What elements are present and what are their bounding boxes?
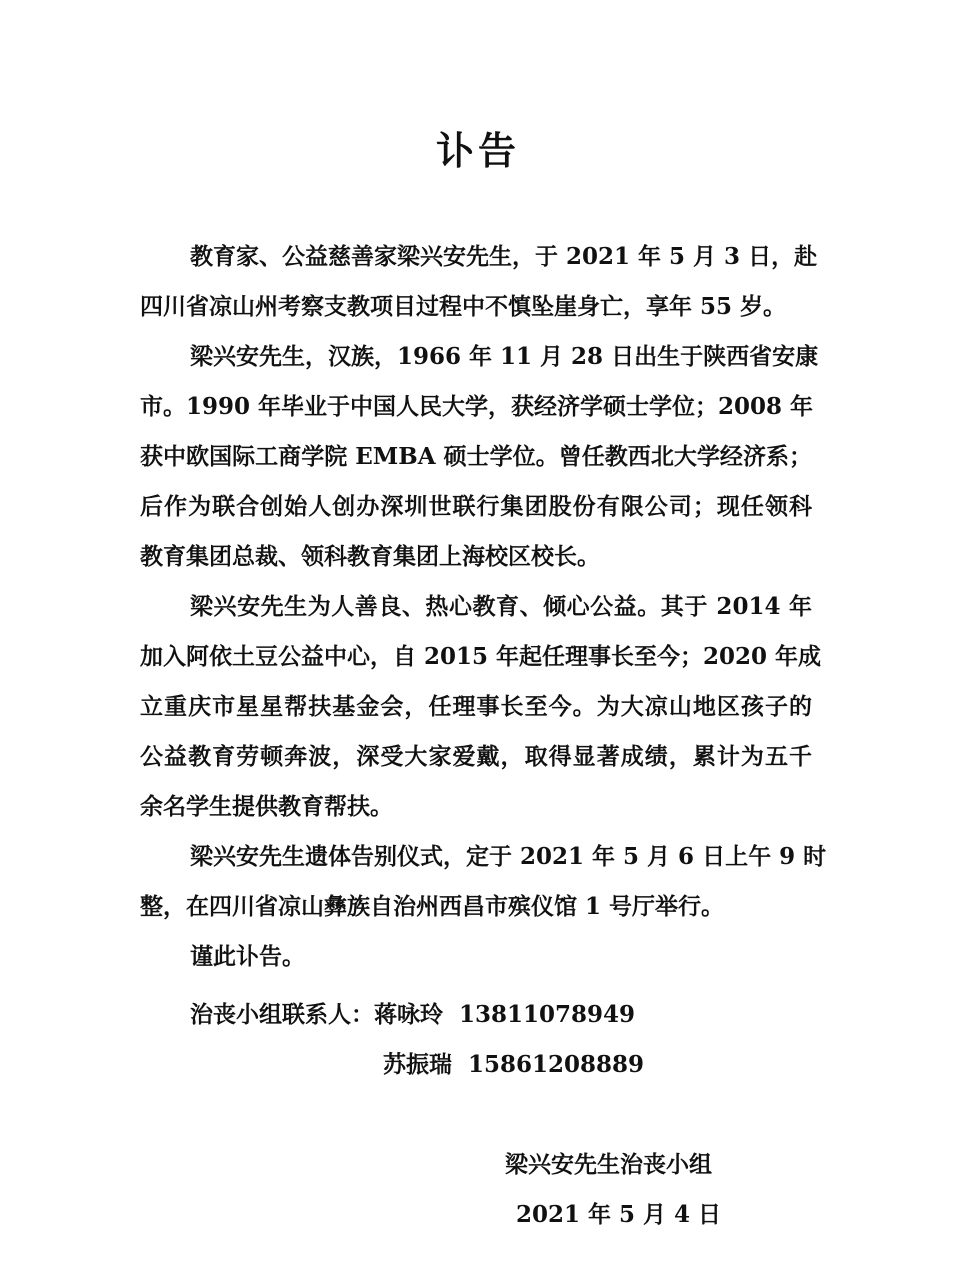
- signature-date: 2021 年 5 月 4 日: [516, 1201, 722, 1228]
- paragraph-line: 教育家、公益慈善家梁兴安先生，于 2021 年 5 月 3 日，赴: [190, 243, 818, 270]
- paragraph-line: 后作为联合创始人创办深圳世联行集团股份有限公司；现任领科: [140, 493, 812, 520]
- paragraph-line: 获中欧国际工商学院 EMBA 硕士学位。曾任教西北大学经济系；: [140, 443, 812, 470]
- paragraph-line: 加入阿依土豆公益中心，自 2015 年起任理事长至今；2020 年成: [140, 643, 822, 670]
- contact-name: 苏振瑞: [383, 1051, 452, 1078]
- paragraph-line: 四川省凉山州考察支教项目过程中不慎坠崖身亡，享年 55 岁。: [140, 293, 787, 320]
- contact-label: 治丧小组联系人：: [190, 1001, 374, 1028]
- contact-name: 蒋咏玲: [374, 1001, 443, 1028]
- paragraph-line: 整，在四川省凉山彝族自治州西昌市殡仪馆 1 号厅举行。: [140, 893, 725, 920]
- paragraph-line: 教育集团总裁、领科教育集团上海校区校长。: [140, 543, 600, 570]
- contact-phone: 15861208889: [468, 1051, 645, 1078]
- obituary-body: [140, 232, 827, 982]
- paragraph-line: 余名学生提供教育帮扶。: [140, 793, 393, 820]
- paragraph-line: 梁兴安先生遗体告别仪式，定于 2021 年 5 月 6 日上午 9 时: [190, 843, 827, 870]
- paragraph-line: 市。1990 年毕业于中国人民大学，获经济学硕士学位；2008 年: [140, 393, 814, 420]
- signature-org: 梁兴安先生治丧小组: [505, 1151, 712, 1178]
- paragraph-line: 梁兴安先生为人善良、热心教育、倾心公益。其于 2014 年: [190, 593, 812, 620]
- paragraph-line: 立重庆市星星帮扶基金会，任理事长至今。为大凉山地区孩子的: [140, 693, 812, 720]
- contact-row-2: [383, 1040, 644, 1090]
- paragraph-line: 公益教育劳顿奔波，深受大家爱戴，取得显著成绩，累计为五千: [140, 743, 812, 770]
- paragraph-line: 谨此讣告。: [190, 943, 305, 970]
- contact-row-1: [190, 990, 635, 1040]
- document-title: 讣告: [435, 128, 520, 173]
- contact-phone: 13811078949: [459, 1001, 636, 1028]
- paragraph-line: 梁兴安先生，汉族，1966 年 11 月 28 日出生于陕西省安康: [190, 343, 819, 370]
